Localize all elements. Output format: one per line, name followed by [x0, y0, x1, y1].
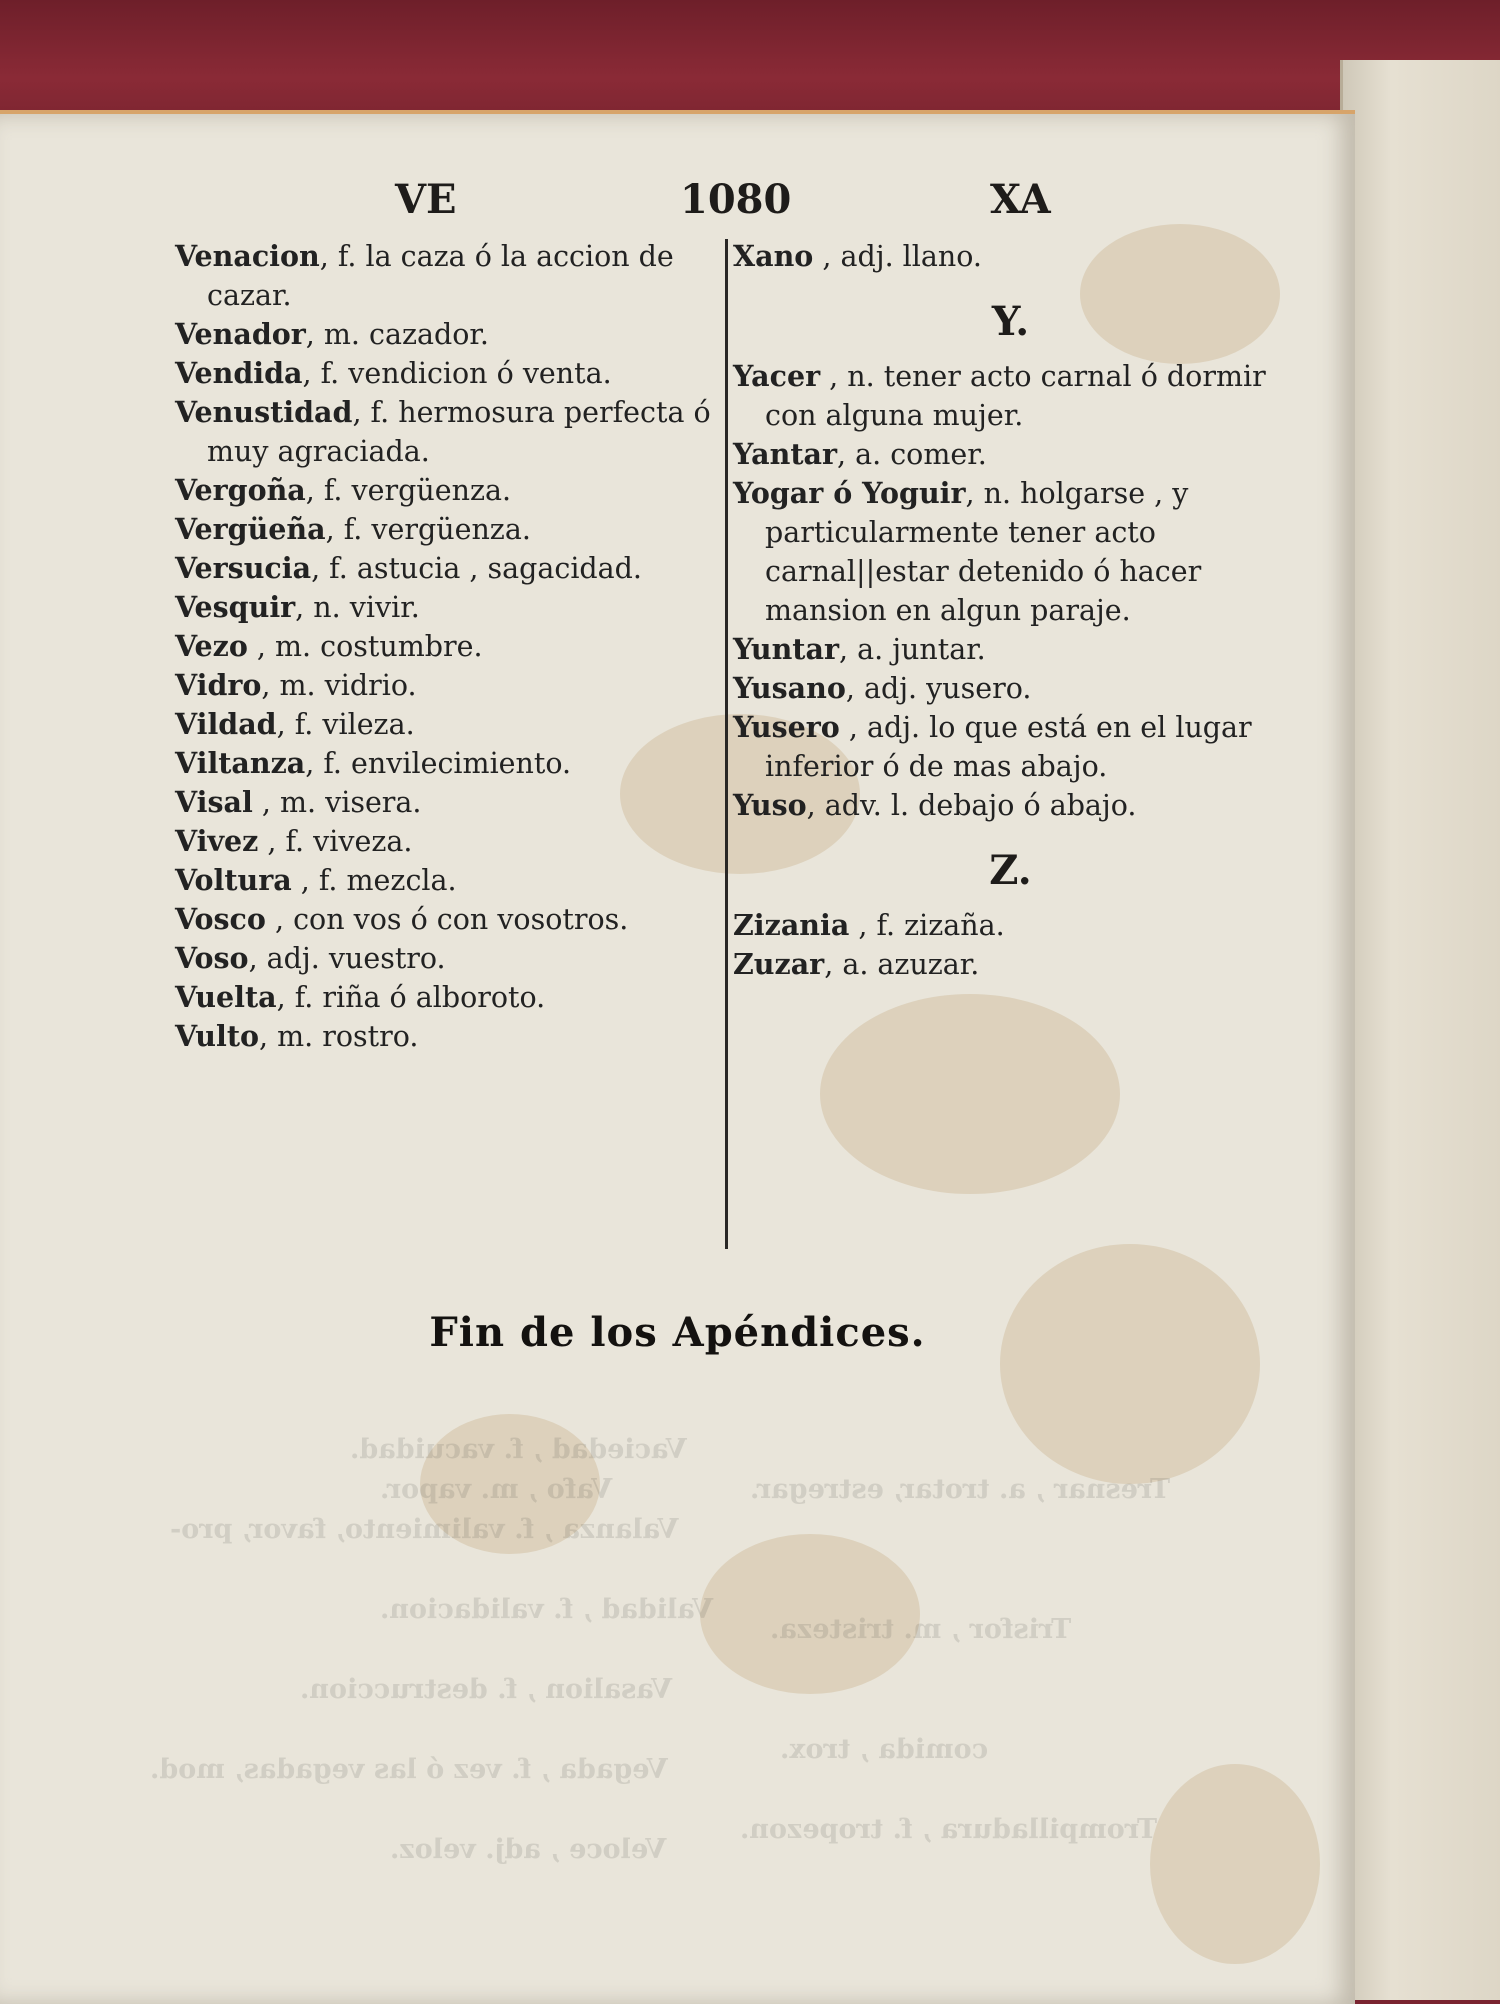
entry-vesquir: Vesquir, n. vivir.: [175, 590, 420, 624]
page-number: 1080: [680, 176, 792, 223]
facing-page-edge: [1340, 60, 1500, 2000]
entry-yogar: Yogar ó Yoguir, n. holgarse , y particularmente tener acto carnal||estar detenido ó hacer mansion en algun paraje.: [733, 476, 1202, 627]
section-heading-y: Y.: [991, 298, 1030, 345]
entry-yuso: Yuso, adv. l. debajo ó abajo.: [733, 788, 1137, 822]
entry-vivez: Vivez , f. viveza.: [175, 824, 413, 858]
closing-line: Fin de los Apéndices.: [429, 1309, 926, 1356]
entry-voso: Voso, adj. vuestro.: [175, 941, 446, 975]
header-left-guideword: VE: [395, 176, 457, 223]
entry-vezo: Vezo , m. costumbre.: [175, 629, 483, 663]
section-heading-z: Z.: [989, 847, 1032, 894]
entry-vulto: Vulto, m. rostro.: [175, 1019, 419, 1053]
entry-vuelta: Vuelta, f. riña ó alboroto.: [175, 980, 546, 1014]
entry-vidro: Vidro, m. vidrio.: [175, 668, 417, 702]
header-right-guideword: XA: [990, 176, 1051, 223]
entry-yusano: Yusano, adj. yusero.: [733, 671, 1032, 705]
entry-venacion: Venacion, f. la caza ó la accion de cazar.: [175, 239, 674, 312]
entry-venador: Venador, m. cazador.: [175, 317, 489, 351]
entry-xano: Xano , adj. llano.: [733, 239, 982, 273]
entry-viltanza: Viltanza, f. envilecimiento.: [175, 746, 572, 780]
entry-verguena: Vergüeña, f. vergüenza.: [175, 512, 531, 546]
entry-yusero: Yusero , adj. lo que está en el lugar inferior ó de mas abajo.: [733, 710, 1252, 783]
entry-zuzar: Zuzar, a. azuzar.: [733, 947, 980, 981]
entry-zizania: Zizania , f. zizaña.: [733, 908, 1005, 942]
entry-voltura: Voltura , f. mezcla.: [175, 863, 457, 897]
entry-vosco: Vosco , con vos ó con vosotros.: [175, 902, 629, 936]
entry-yuntar: Yuntar, a. juntar.: [733, 632, 986, 666]
entry-versucia: Versucia, f. astucia , sagacidad.: [175, 551, 642, 585]
entry-yantar: Yantar, a. comer.: [733, 437, 987, 471]
entry-vergona: Vergoña, f. vergüenza.: [175, 473, 512, 507]
entry-venustidad: Venustidad, f. hermosura perfecta ó muy agraciada.: [175, 395, 711, 468]
dictionary-page: Vaciedad , f. vacuidad. Vafo , m. vapor. Valanza , f. valimiento, favor, pro- Validad , f. validacion. Vasalion , f. destruccion. Vegada , f. vez ó las vegadas, mod. Veloce , adj. veloz. Tresnar , a. trotar, estregar. Trisfor , m. tristeza. comida , trox. Trompilladura , f. tropezon. VE 1080 XA Venacion, f. la caza ó la accion de cazar. Venador, m. cazador. Vendida, f. vendicion ó venta. Venustidad, f. hermosura perfecta ó muy agraciada. Vergoña, f. vergüenza. Vergüeña, f. vergüenza. Versucia, f. astucia , sagacidad. Vesquir, n. vivir. Vezo , m. costumbre. Vidro, m. vidrio. Vildad, f. vileza. Viltanza, f. envilecimiento. Visal , m. visera. Vivez , f. viveza. Voltura , f. mezcla. Vosco , con vos ó con vosotros. Voso, adj. vuestro. Vuelta, f. riña ó alboroto. Vulto, m. rostro. Xano , adj. llano. Y. Yacer , n. tener acto carnal ó dormir con alguna mujer. Yantar, a. comer. Yogar ó Yoguir, n. holgarse , y particularmente tener acto carnal||estar detenido ó hacer mansion en algun paraje. Yuntar, a. juntar. Yusano, adj. yusero. Yusero , adj. lo que está en el lugar inferior ó de mas abajo. Yuso, adv. l. debajo ó abajo. Z. Zizania , f. zizaña. Zuzar, a. azuzar. Fin de los Apéndices.: [0, 110, 1355, 2004]
entry-visal: Visal , m. visera.: [175, 785, 422, 819]
entry-vildad: Vildad, f. vileza.: [175, 707, 415, 741]
right-column: [733, 237, 1288, 984]
column-divider: [725, 239, 728, 1249]
left-column: [175, 237, 720, 1056]
entry-yacer: Yacer , n. tener acto carnal ó dormir con alguna mujer.: [733, 359, 1266, 432]
entry-vendida: Vendida, f. vendicion ó venta.: [175, 356, 612, 390]
page-header: [0, 176, 1355, 236]
